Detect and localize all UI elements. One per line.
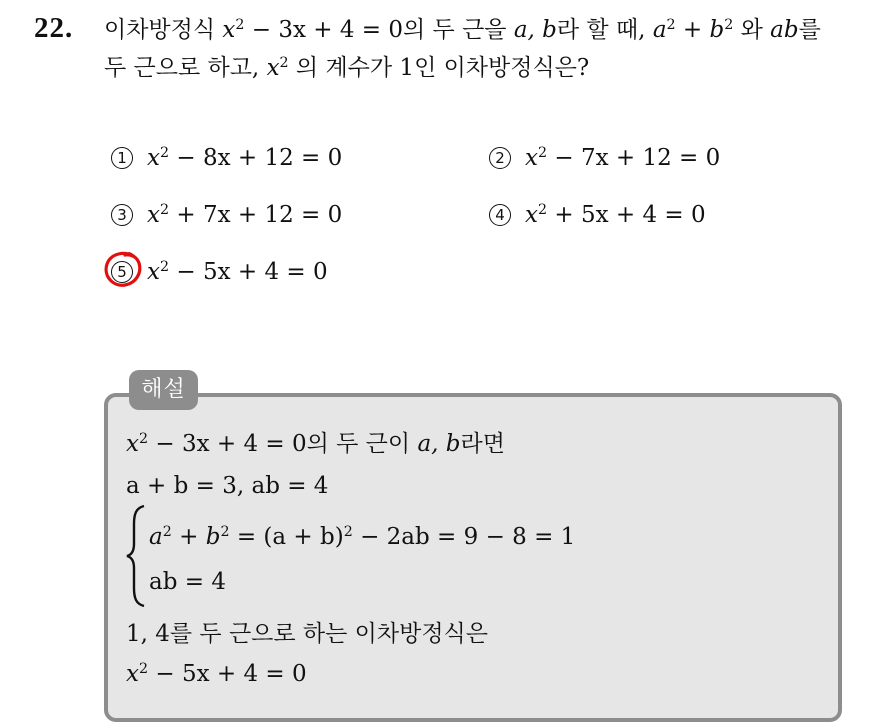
solution-system-line-1: $a^2 + b^2 = (a + b)^2 - 2ab = 9 - 8 = 1$	[149, 524, 576, 550]
solution-line-2: a + b = 3, ab = 4	[126, 473, 329, 499]
choice-5[interactable]: 5 $x^2 - 5x + 4 = 0$	[111, 259, 328, 285]
choice-number: 1	[111, 147, 133, 169]
system-brace-icon	[124, 504, 148, 608]
solution-tag: 해설	[129, 370, 198, 410]
choice-number: 4	[489, 204, 511, 226]
choice-4[interactable]: 4 $x^2 + 5x + 4 = 0$	[489, 202, 706, 228]
solution-line-1: $x^2 - 3x + 4 = 0$의 두 근이 a, b라면	[126, 431, 505, 457]
question-line-1: 이차방정식 $x^2 - 3x + 4 = 0$의 두 근을 a, b라 할 때, $a^2 + b^2$ 와 ab를	[104, 17, 821, 43]
solution-system-line-2: ab = 4	[149, 569, 226, 595]
solution-line-6: $x^2 - 5x + 4 = 0$	[126, 661, 307, 687]
choice-2[interactable]: 2 $x^2 - 7x + 12 = 0$	[489, 145, 720, 171]
choice-number: 5	[111, 261, 133, 283]
question-number: 22.	[34, 12, 74, 44]
choice-number: 2	[489, 147, 511, 169]
question-line-2: 두 근으로 하고, $x^2$ 의 계수가 1인 이차방정식은?	[104, 55, 590, 81]
choice-1[interactable]: 1 $x^2 - 8x + 12 = 0$	[111, 145, 342, 171]
solution-line-5: 1, 4를 두 근으로 하는 이차방정식은	[126, 621, 488, 647]
choice-3[interactable]: 3 $x^2 + 7x + 12 = 0$	[111, 202, 342, 228]
choice-number: 3	[111, 204, 133, 226]
answer-mark-circle-icon	[103, 250, 145, 290]
